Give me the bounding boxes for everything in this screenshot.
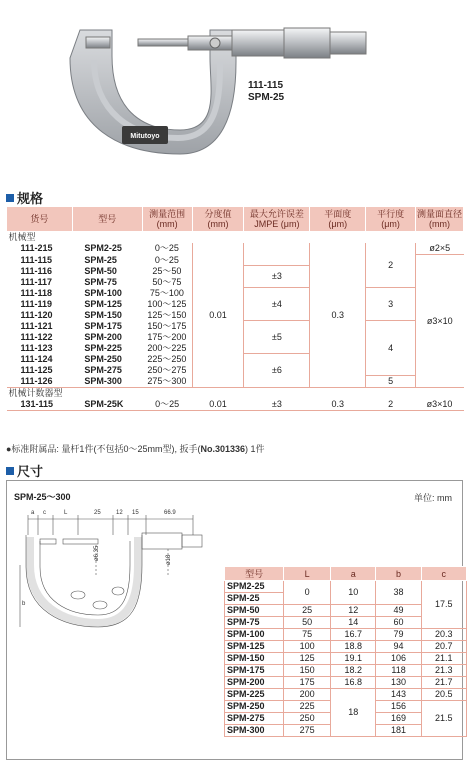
face-diameter-cell: ø2×5 (416, 243, 464, 255)
parallelism-cell: 2 (388, 399, 394, 409)
part-number: 111-215 (20, 243, 53, 254)
parallelism-cell: 3 (366, 288, 416, 321)
model-number: SPM-200 (84, 331, 122, 342)
range-cell: 275～300 (147, 375, 187, 386)
model-number: SPM-125 (84, 298, 122, 309)
b-cell: 60 (376, 617, 421, 629)
range-cell: 125～150 (147, 309, 187, 320)
table-row (7, 243, 464, 255)
model-number: SPM2-25 (84, 243, 122, 254)
range-cell: 75～100 (149, 287, 184, 298)
b-cell: 38 (376, 581, 421, 605)
model-number: SPM-175 (84, 320, 122, 331)
part-number: 131-115 (20, 399, 54, 409)
b-cell: 79 (376, 629, 421, 641)
model-number: SPM-275 (225, 713, 284, 725)
dim-label-b: b (22, 601, 26, 607)
col-header-b: b (376, 567, 421, 581)
range-cell: 150～175 (147, 320, 187, 331)
l-cell: 25 (284, 605, 331, 617)
product-caption (248, 80, 284, 104)
b-cell: 143 (376, 689, 421, 701)
a-cell: 16.8 (331, 677, 376, 689)
group-label-counter: 机械计数器型 (8, 388, 63, 398)
model-number: SPM-250 (225, 701, 284, 713)
part-number: 111-119 (20, 298, 53, 309)
l-cell: 250 (284, 713, 331, 725)
section-square-icon (6, 467, 14, 475)
graduation-cell: 0.01 (209, 399, 227, 409)
range-cell: 175～200 (147, 331, 187, 342)
range-cell: 0～25 (155, 399, 180, 409)
col-header-l: L (284, 567, 331, 581)
micrometer-illustration (60, 18, 380, 168)
spec-section-title: 规格 (6, 188, 43, 207)
b-cell: 118 (376, 665, 421, 677)
c-cell: 20.5 (421, 689, 466, 701)
error-cell: ±4 (244, 288, 310, 321)
parallelism-cell: 5 (366, 376, 416, 388)
l-cell: 100 (284, 641, 331, 653)
table-row (225, 653, 467, 665)
spec-table (6, 206, 464, 411)
dim-header-row (225, 567, 467, 581)
dim-label-669: 66.9 (164, 510, 176, 516)
part-number: 111-115 (20, 254, 53, 265)
l-cell: 150 (284, 665, 331, 677)
part-number: 111-124 (20, 353, 53, 364)
model-number: SPM-150 (84, 309, 122, 320)
model-number: SPM-150 (225, 653, 284, 665)
flatness-cell: 0.3 (310, 243, 366, 388)
model-number: SPM-125 (225, 641, 284, 653)
model-number: SPM-100 (84, 287, 122, 298)
model-number: SPM-75 (84, 276, 117, 287)
part-number: 111-123 (20, 342, 53, 353)
a-cell: 18.2 (331, 665, 376, 677)
dimension-drawing (18, 505, 218, 630)
col-header-c: c (421, 567, 466, 581)
col-header-error: 最大允许误差 JMPE (μm) (244, 207, 310, 232)
graduation-cell: 0.01 (192, 243, 244, 388)
model-number: SPM-25 (225, 593, 284, 605)
part-number: 111-117 (20, 276, 53, 287)
l-cell: 75 (284, 629, 331, 641)
model-number: SPM-50 (84, 265, 117, 276)
spec-header-row (7, 207, 464, 232)
col-header-face-diameter: 测量面直径 (mm) (416, 207, 464, 232)
range-cell: 225～250 (147, 353, 187, 364)
col-header-range: 测量范围 (mm) (142, 207, 192, 232)
a-cell: 18 (331, 689, 376, 737)
dim-label-15: 15 (132, 510, 139, 516)
part-number: 111-122 (20, 331, 53, 342)
l-cell: 275 (284, 725, 331, 737)
table-row (225, 689, 467, 701)
dim-drawing-title: SPM-25～300 (14, 492, 71, 502)
error-cell: ±6 (244, 354, 310, 388)
a-cell: 10 (331, 581, 376, 605)
col-header-model: 型号 (225, 567, 284, 581)
dimension-table (224, 566, 467, 737)
flatness-cell: 0.3 (331, 399, 344, 409)
dim-label-c: c (43, 510, 46, 516)
col-header-graduation: 分度值 (mm) (192, 207, 244, 232)
b-cell: 130 (376, 677, 421, 689)
part-number: 111-121 (20, 320, 53, 331)
model-number: SPM-25 (84, 254, 117, 265)
c-cell: 21.3 (421, 665, 466, 677)
model-number: SPM-25K (84, 399, 124, 409)
range-cell: 0～25 (154, 243, 179, 254)
range-cell: 25～50 (152, 265, 182, 276)
model-number: SPM-175 (225, 665, 284, 677)
unit-label: 单位: mm (414, 493, 452, 503)
dim-label-25: 25 (94, 510, 101, 516)
range-cell: 250～275 (147, 364, 187, 375)
table-row (225, 641, 467, 653)
model-number: SPM-50 (225, 605, 284, 617)
face-diameter-cell: ø3×10 (416, 255, 464, 388)
c-cell: 17.5 (421, 581, 466, 629)
l-cell: 50 (284, 617, 331, 629)
parallelism-cell: 4 (366, 321, 416, 376)
b-cell: 106 (376, 653, 421, 665)
group-label-mechanical: 机械型 (8, 232, 36, 242)
col-header-parallelism: 平行度 (μm) (366, 207, 416, 232)
model-number: SPM-100 (225, 629, 284, 641)
error-cell: ±3 (271, 399, 282, 409)
l-cell: 175 (284, 677, 331, 689)
b-cell: 181 (376, 725, 421, 737)
c-cell: 20.3 (421, 629, 466, 641)
a-cell: 12 (331, 605, 376, 617)
model-number: SPM-200 (225, 677, 284, 689)
model-number: SPM-225 (84, 342, 122, 353)
table-row (225, 665, 467, 677)
range-cell: 100～125 (147, 298, 187, 309)
model-number: SPM-300 (84, 375, 122, 386)
part-number: 111-125 (20, 364, 53, 375)
b-cell: 49 (376, 605, 421, 617)
a-cell: 18.8 (331, 641, 376, 653)
error-cell: ±3 (244, 266, 310, 288)
dim-section-title: 尺寸 (6, 461, 43, 480)
table-row (7, 399, 464, 411)
dim-label-l: L (64, 510, 68, 516)
a-cell: 16.7 (331, 629, 376, 641)
table-row (225, 629, 467, 641)
l-cell: 200 (284, 689, 331, 701)
range-cell: 0～25 (154, 254, 179, 265)
part-number: 111-116 (20, 265, 53, 276)
error-cell: ±5 (244, 321, 310, 354)
c-cell: 21.7 (421, 677, 466, 689)
a-cell: 14 (331, 617, 376, 629)
col-header-model: 型号 (72, 207, 142, 232)
a-cell: 19.1 (331, 653, 376, 665)
product-model: SPM-25 (248, 92, 285, 103)
accessory-note: ●标准附属品: 量杆1件(不包括0～25mm型), 扳手(No.301336) 1件 (6, 444, 265, 454)
col-header-a: a (331, 567, 376, 581)
c-cell: 20.7 (421, 641, 466, 653)
dim-label-12: 12 (116, 510, 123, 516)
table-row (225, 581, 467, 593)
col-header-flatness: 平面度 (μm) (310, 207, 366, 232)
range-cell: 200～225 (147, 342, 187, 353)
brand-logo: Mitutoyo (130, 133, 160, 140)
part-number: 111-120 (20, 309, 53, 320)
model-number: SPM-275 (84, 364, 122, 375)
c-cell: 21.1 (421, 653, 466, 665)
dim-label-a: a (31, 510, 35, 516)
part-number: 111-126 (20, 375, 53, 386)
dim-label-dia18: ø18 (166, 554, 172, 565)
face-diameter-cell: ø3×10 (426, 399, 453, 409)
model-number: SPM-75 (225, 617, 284, 629)
b-cell: 156 (376, 701, 421, 713)
c-cell: 21.5 (421, 701, 466, 737)
table-row (225, 677, 467, 689)
b-cell: 94 (376, 641, 421, 653)
model-number: SPM-225 (225, 689, 284, 701)
section-square-icon (6, 194, 14, 202)
error-cell (244, 243, 310, 266)
l-cell: 125 (284, 653, 331, 665)
model-number: SPM-250 (84, 353, 122, 364)
col-header-code: 货号 (7, 207, 73, 232)
range-cell: 50～75 (152, 276, 182, 287)
part-number: 111-118 (20, 287, 53, 298)
model-number: SPM2-25 (225, 581, 284, 593)
l-cell: 225 (284, 701, 331, 713)
model-number: SPM-300 (225, 725, 284, 737)
parallelism-cell: 2 (366, 243, 416, 288)
b-cell: 169 (376, 713, 421, 725)
l-cell: 0 (284, 581, 331, 605)
product-code: 111-115 (248, 80, 284, 91)
dim-label-dia635: ø6.35 (94, 545, 100, 561)
